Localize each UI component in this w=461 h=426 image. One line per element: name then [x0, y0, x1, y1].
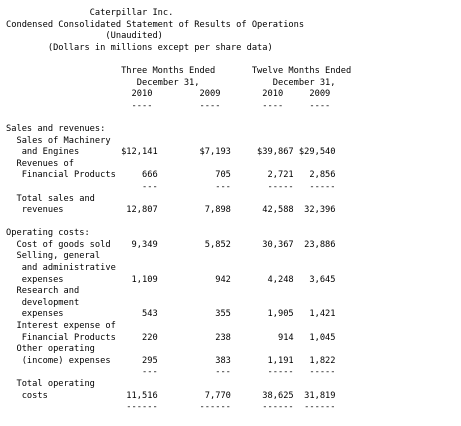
statement-line: (income) expenses 295 383 1,191 1,822 — [6, 355, 336, 366]
statement-line: expenses 543 355 1,905 1,421 — [6, 309, 336, 320]
statement-line: Research and — [6, 286, 80, 297]
statement-line: and Engines $12,141 $7,193 $39,867 $29,540 — [6, 147, 336, 158]
results-statement-text — [6, 8, 351, 414]
statement-line: Three Months Ended Twelve Months Ended — [6, 65, 352, 76]
statement-line: expenses 1,109 942 4,248 3,645 — [6, 274, 336, 285]
statement-line: ------ ------ ------ ------ — [6, 402, 336, 413]
statement-line: Sales and revenues: — [6, 123, 106, 134]
statement-line: Revenues of — [6, 158, 74, 169]
statement-line: Financial Products 220 238 914 1,045 — [6, 332, 336, 343]
statement-line: (Unaudited) — [6, 31, 163, 42]
statement-line: Caterpillar Inc. — [6, 8, 174, 18]
statement-line: 2010 2009 2010 2009 — [6, 89, 331, 100]
statement-line: December 31, December 31, — [6, 77, 336, 88]
statement-line: Operating costs: — [6, 228, 90, 239]
statement-line: costs 11,516 7,770 38,625 31,819 — [6, 390, 336, 401]
statement-line: and administrative — [6, 263, 116, 274]
statement-line: (Dollars in millions except per share data) — [6, 42, 273, 53]
statement-line: Sales of Machinery — [6, 135, 111, 146]
statement-line: revenues 12,807 7,898 42,588 32,396 — [6, 205, 336, 216]
statement-line: Total sales and — [6, 193, 95, 204]
statement-line: ---- ---- ---- ---- — [6, 100, 331, 111]
statement-line: Financial Products 666 705 2,721 2,856 — [6, 170, 336, 181]
statement-line: Cost of goods sold 9,349 5,852 30,367 23,886 — [6, 239, 336, 250]
statement-line: --- --- ----- ----- — [6, 367, 336, 378]
statement-line: --- --- ----- ----- — [6, 181, 336, 192]
statement-line: Total operating — [6, 379, 95, 389]
statement-line: Selling, general — [6, 251, 101, 262]
statement-line: Other operating — [6, 344, 95, 355]
statement-line: development — [6, 297, 80, 308]
statement-line: Condensed Consolidated Statement of Results of Operations — [6, 19, 305, 30]
statement-line: Interest expense of — [6, 321, 116, 332]
